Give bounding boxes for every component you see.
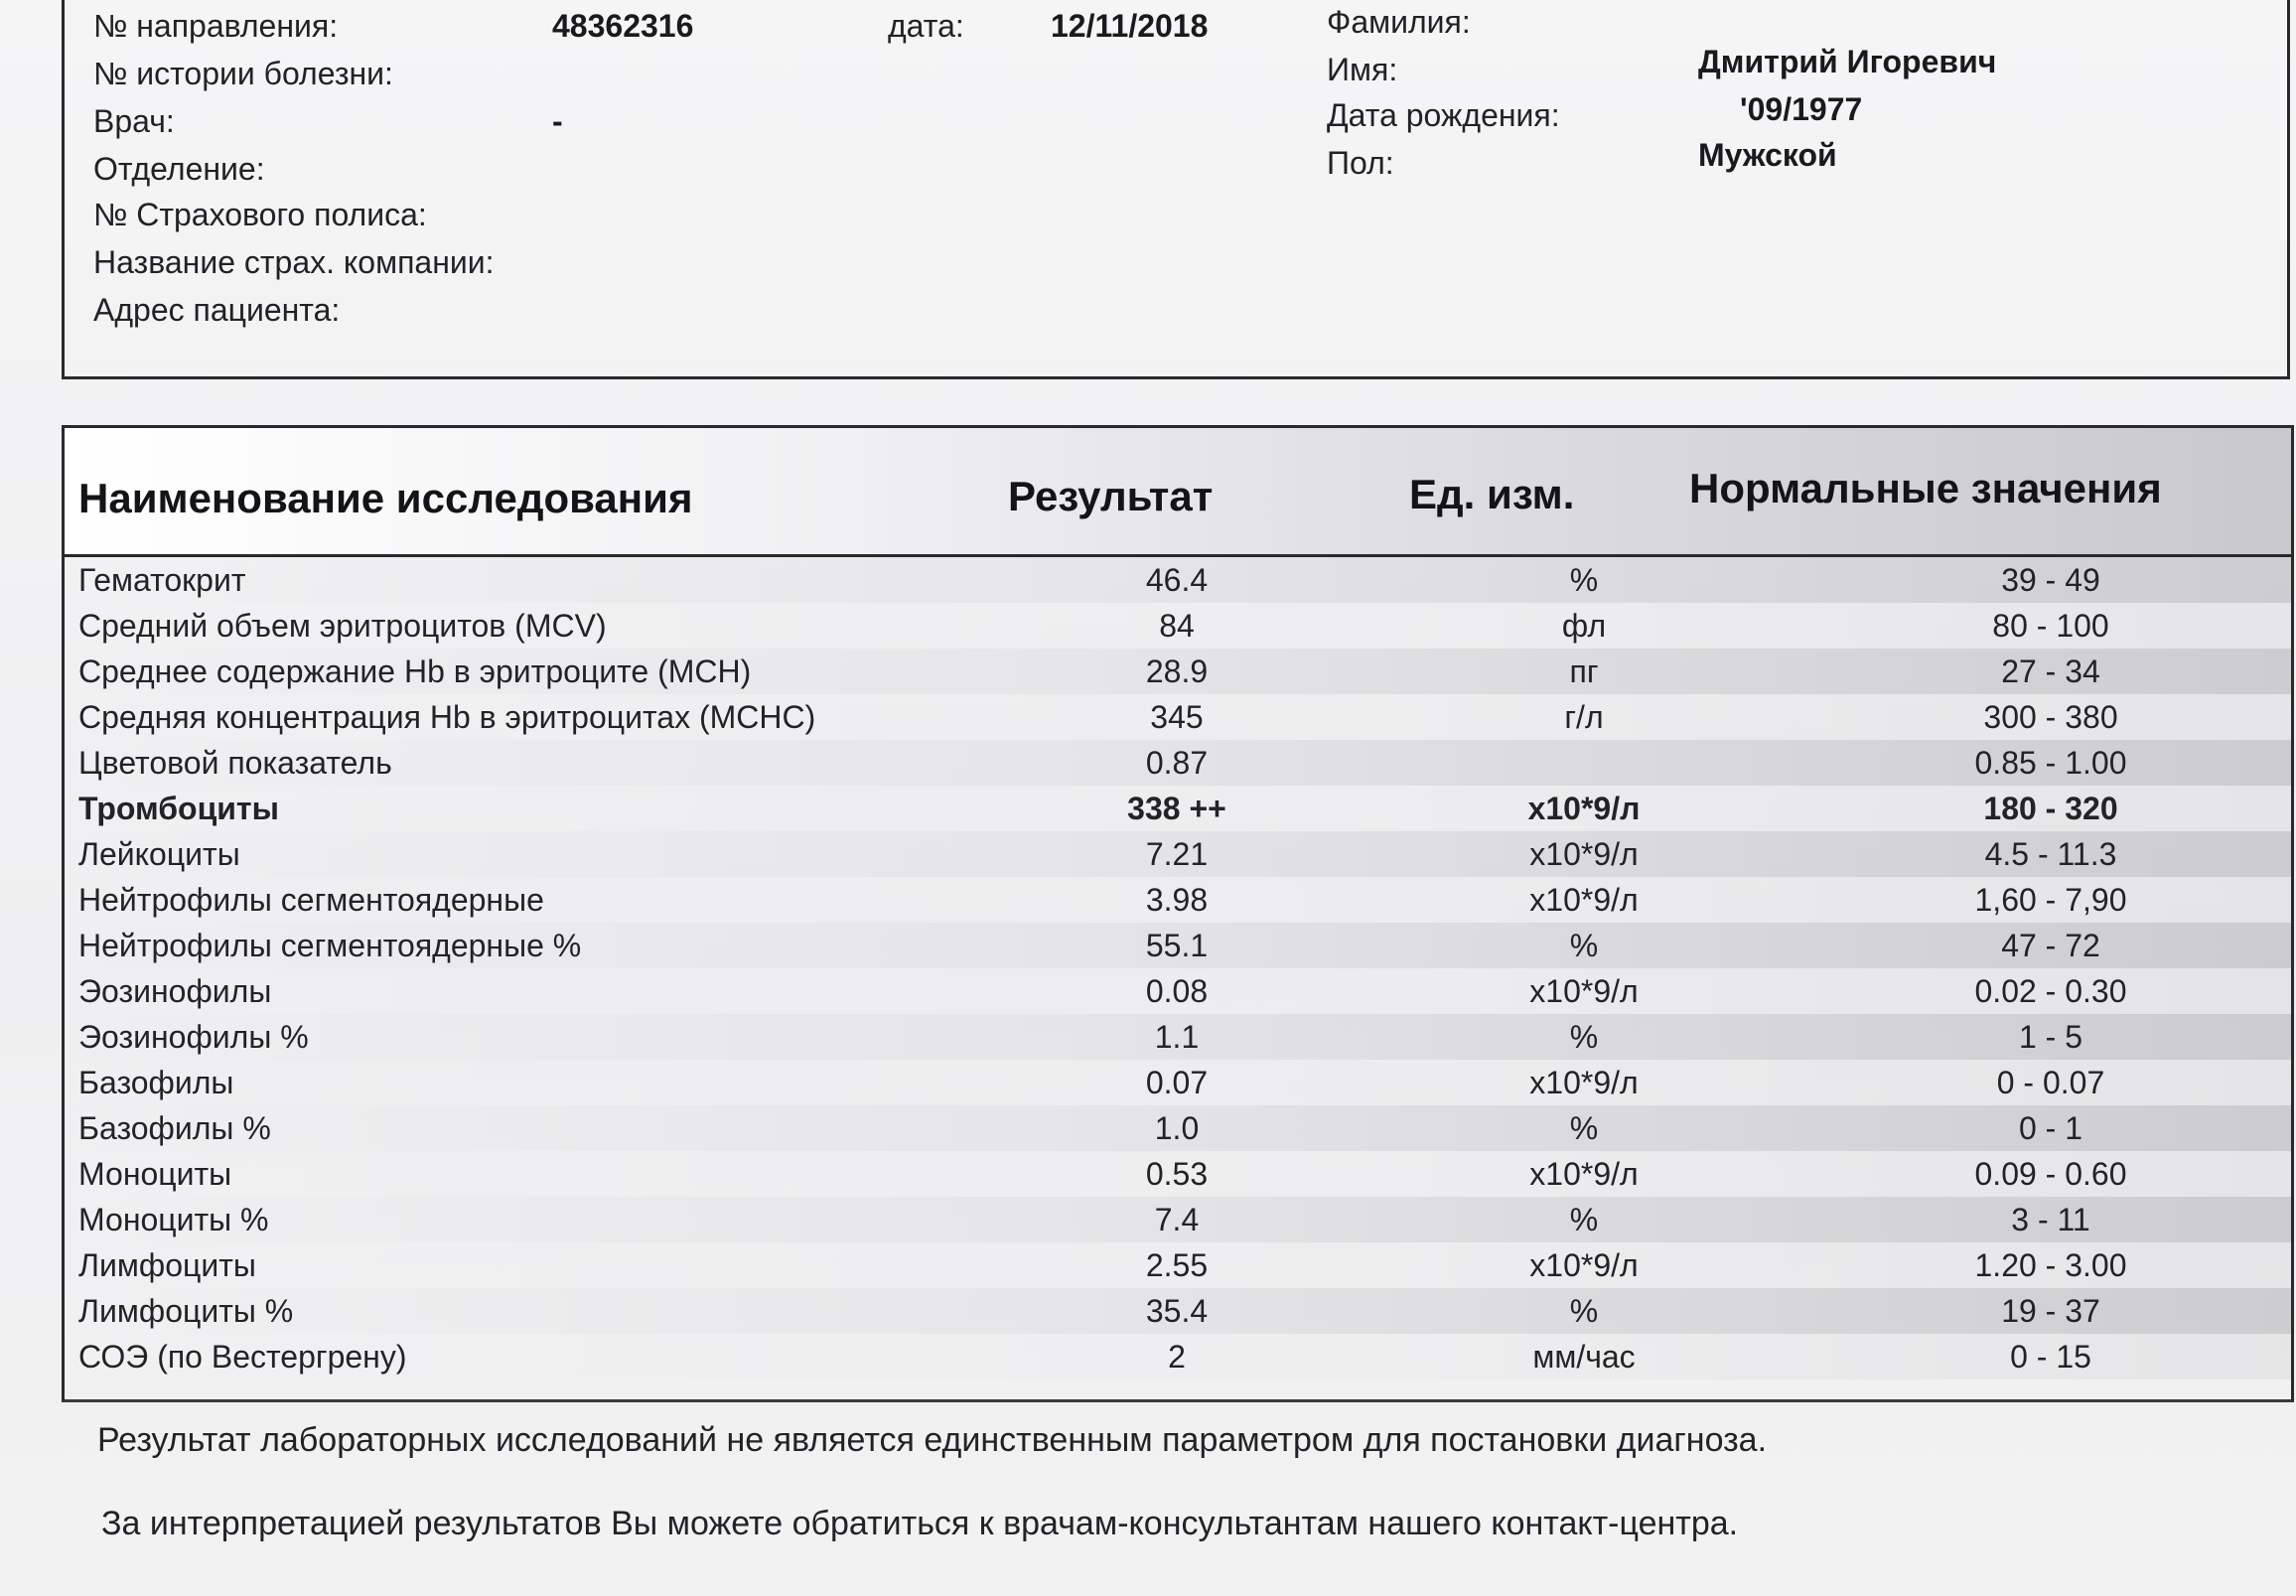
table-row bbox=[65, 1151, 2291, 1197]
test-name-cell: Базофилы bbox=[78, 1065, 234, 1100]
norm-cell: 0.85 - 1.00 bbox=[1974, 745, 2127, 781]
test-name-cell: Эозинофилы % bbox=[78, 1019, 309, 1055]
test-name-cell: Лимфоциты % bbox=[78, 1293, 294, 1329]
norm-cell: 39 - 49 bbox=[2001, 562, 2100, 598]
norm-cell: 1 - 5 bbox=[2018, 1019, 2083, 1055]
result-cell: 55.1 bbox=[1145, 928, 1209, 963]
table-row bbox=[65, 968, 2291, 1014]
date-label: дата: bbox=[888, 8, 964, 44]
result-cell: 0.87 bbox=[1145, 745, 1209, 781]
referral-number: 48362316 bbox=[552, 8, 694, 44]
table-row bbox=[65, 1060, 2291, 1105]
table-row bbox=[65, 1014, 2291, 1060]
header-norm: Нормальные значения bbox=[1689, 465, 2162, 511]
table-body bbox=[65, 557, 2291, 1379]
unit-cell: % bbox=[1569, 1110, 1599, 1146]
table-row bbox=[65, 786, 2291, 831]
table-row bbox=[65, 1288, 2291, 1334]
header-result: Результат bbox=[1008, 473, 1214, 519]
norm-cell: 4.5 - 11.3 bbox=[1984, 836, 2117, 872]
result-cell: 84 bbox=[1159, 608, 1195, 644]
result-cell: 7.4 bbox=[1154, 1202, 1200, 1237]
patient-name: Дмитрий Игоревич bbox=[1698, 44, 1997, 79]
test-name-cell: Моноциты bbox=[78, 1156, 232, 1192]
result-cell: 2.55 bbox=[1145, 1247, 1209, 1283]
birth-label: Дата рождения: bbox=[1327, 97, 1560, 133]
date-value: 12/11/2018 bbox=[1051, 8, 1209, 44]
norm-cell: 19 - 37 bbox=[2001, 1293, 2100, 1329]
norm-cell: 1.20 - 3.00 bbox=[1974, 1247, 2127, 1283]
table-row bbox=[65, 1334, 2291, 1379]
table-row bbox=[65, 694, 2291, 740]
unit-cell: фл bbox=[1561, 608, 1607, 644]
norm-cell: 0 - 1 bbox=[2018, 1110, 2083, 1146]
result-cell: 345 bbox=[1150, 699, 1204, 735]
unit-cell: x10*9/л bbox=[1529, 1156, 1639, 1192]
norm-cell: 180 - 320 bbox=[1983, 791, 2118, 826]
norm-cell: 0.09 - 0.60 bbox=[1974, 1156, 2127, 1192]
norm-cell: 80 - 100 bbox=[1992, 608, 2109, 644]
test-name-cell: Базофилы % bbox=[78, 1110, 271, 1146]
test-name-cell: Лейкоциты bbox=[78, 836, 240, 872]
unit-cell: x10*9/л bbox=[1529, 836, 1639, 872]
test-name-cell: Цветовой показатель bbox=[78, 745, 392, 781]
unit-cell: мм/час bbox=[1532, 1339, 1636, 1375]
result-cell: 338 ++ bbox=[1127, 791, 1226, 826]
policy-label: № Страхового полиса: bbox=[93, 197, 427, 232]
table-row bbox=[65, 923, 2291, 968]
test-name-cell: Эозинофилы bbox=[78, 973, 272, 1009]
department-label: Отделение: bbox=[93, 151, 265, 187]
contact-note: За интерпретацией результатов Вы можете обратиться к врачам-консультантам нашего контакт-центра. bbox=[101, 1505, 1739, 1542]
test-name-cell: СОЭ (по Вестергрену) bbox=[78, 1339, 407, 1375]
results-table bbox=[62, 425, 2294, 1402]
norm-cell: 0 - 0.07 bbox=[1996, 1065, 2105, 1100]
surname-label: Фамилия: bbox=[1327, 4, 1471, 40]
table-row bbox=[65, 557, 2291, 603]
norm-cell: 0 - 15 bbox=[2010, 1339, 2091, 1375]
norm-cell: 47 - 72 bbox=[2001, 928, 2100, 963]
table-row bbox=[65, 877, 2291, 923]
result-cell: 0.08 bbox=[1145, 973, 1209, 1009]
unit-cell: % bbox=[1569, 562, 1599, 598]
norm-cell: 0.02 - 0.30 bbox=[1974, 973, 2127, 1009]
test-name-cell: Средний объем эритроцитов (MCV) bbox=[78, 608, 607, 644]
address-label: Адрес пациента: bbox=[93, 292, 341, 328]
history-label: № истории болезни: bbox=[93, 56, 393, 91]
result-cell: 1.1 bbox=[1154, 1019, 1200, 1055]
table-row bbox=[65, 649, 2291, 694]
name-label: Имя: bbox=[1327, 52, 1398, 87]
result-cell: 35.4 bbox=[1145, 1293, 1209, 1329]
unit-cell: x10*9/л bbox=[1529, 973, 1639, 1009]
test-name-cell: Среднее содержание Hb в эритроците (MCH) bbox=[78, 653, 752, 689]
insurer-label: Название страх. компании: bbox=[93, 244, 495, 280]
result-cell: 28.9 bbox=[1145, 653, 1209, 689]
table-header-row bbox=[65, 428, 2291, 557]
doctor-label: Врач: bbox=[93, 103, 175, 139]
header-unit: Ед. изм. bbox=[1409, 471, 1575, 517]
table-row bbox=[65, 1105, 2291, 1151]
test-name-cell: Средняя концентрация Hb в эритроцитах (MCHC) bbox=[78, 699, 816, 735]
norm-cell: 1,60 - 7,90 bbox=[1974, 882, 2127, 918]
sex-value: Мужской bbox=[1698, 137, 1837, 173]
table-row bbox=[65, 603, 2291, 649]
result-cell: 2 bbox=[1168, 1339, 1186, 1375]
unit-cell: пг bbox=[1569, 653, 1599, 689]
table-row bbox=[65, 1242, 2291, 1288]
result-cell: 1.0 bbox=[1154, 1110, 1200, 1146]
test-name-cell: Нейтрофилы сегментоядерные % bbox=[78, 928, 582, 963]
test-name-cell: Гематокрит bbox=[78, 562, 246, 598]
test-name-cell: Моноциты % bbox=[78, 1202, 269, 1237]
unit-cell: x10*9/л bbox=[1529, 1065, 1639, 1100]
result-cell: 3.98 bbox=[1145, 882, 1209, 918]
norm-cell: 27 - 34 bbox=[2001, 653, 2100, 689]
unit-cell: % bbox=[1569, 1202, 1599, 1237]
unit-cell: % bbox=[1569, 1019, 1599, 1055]
table-row bbox=[65, 1197, 2291, 1242]
result-cell: 7.21 bbox=[1145, 836, 1209, 872]
doctor-value: - bbox=[552, 103, 563, 139]
result-cell: 0.53 bbox=[1145, 1156, 1209, 1192]
test-name-cell: Лимфоциты bbox=[78, 1247, 256, 1283]
table-row bbox=[65, 831, 2291, 877]
unit-cell: x10*9/л bbox=[1529, 1247, 1639, 1283]
result-cell: 0.07 bbox=[1145, 1065, 1209, 1100]
unit-cell: г/л bbox=[1564, 699, 1604, 735]
sex-label: Пол: bbox=[1327, 145, 1394, 181]
unit-cell: x10*9/л bbox=[1529, 882, 1639, 918]
test-name-cell: Нейтрофилы сегментоядерные bbox=[78, 882, 544, 918]
norm-cell: 300 - 380 bbox=[1983, 699, 2118, 735]
table-row bbox=[65, 740, 2291, 786]
unit-cell: x10*9/л bbox=[1527, 791, 1641, 826]
result-cell: 46.4 bbox=[1145, 562, 1209, 598]
birth-date: '09/1977 bbox=[1740, 91, 1863, 127]
referral-label: № направления: bbox=[93, 8, 339, 44]
unit-cell: % bbox=[1569, 928, 1599, 963]
disclaimer-note: Результат лабораторных исследований не является единственным параметром для постановки диагноза. bbox=[97, 1421, 1768, 1459]
unit-cell: % bbox=[1569, 1293, 1599, 1329]
test-name-cell: Тромбоциты bbox=[78, 791, 279, 826]
header-test-name: Наименование исследования bbox=[78, 475, 693, 521]
norm-cell: 3 - 11 bbox=[2011, 1202, 2090, 1237]
